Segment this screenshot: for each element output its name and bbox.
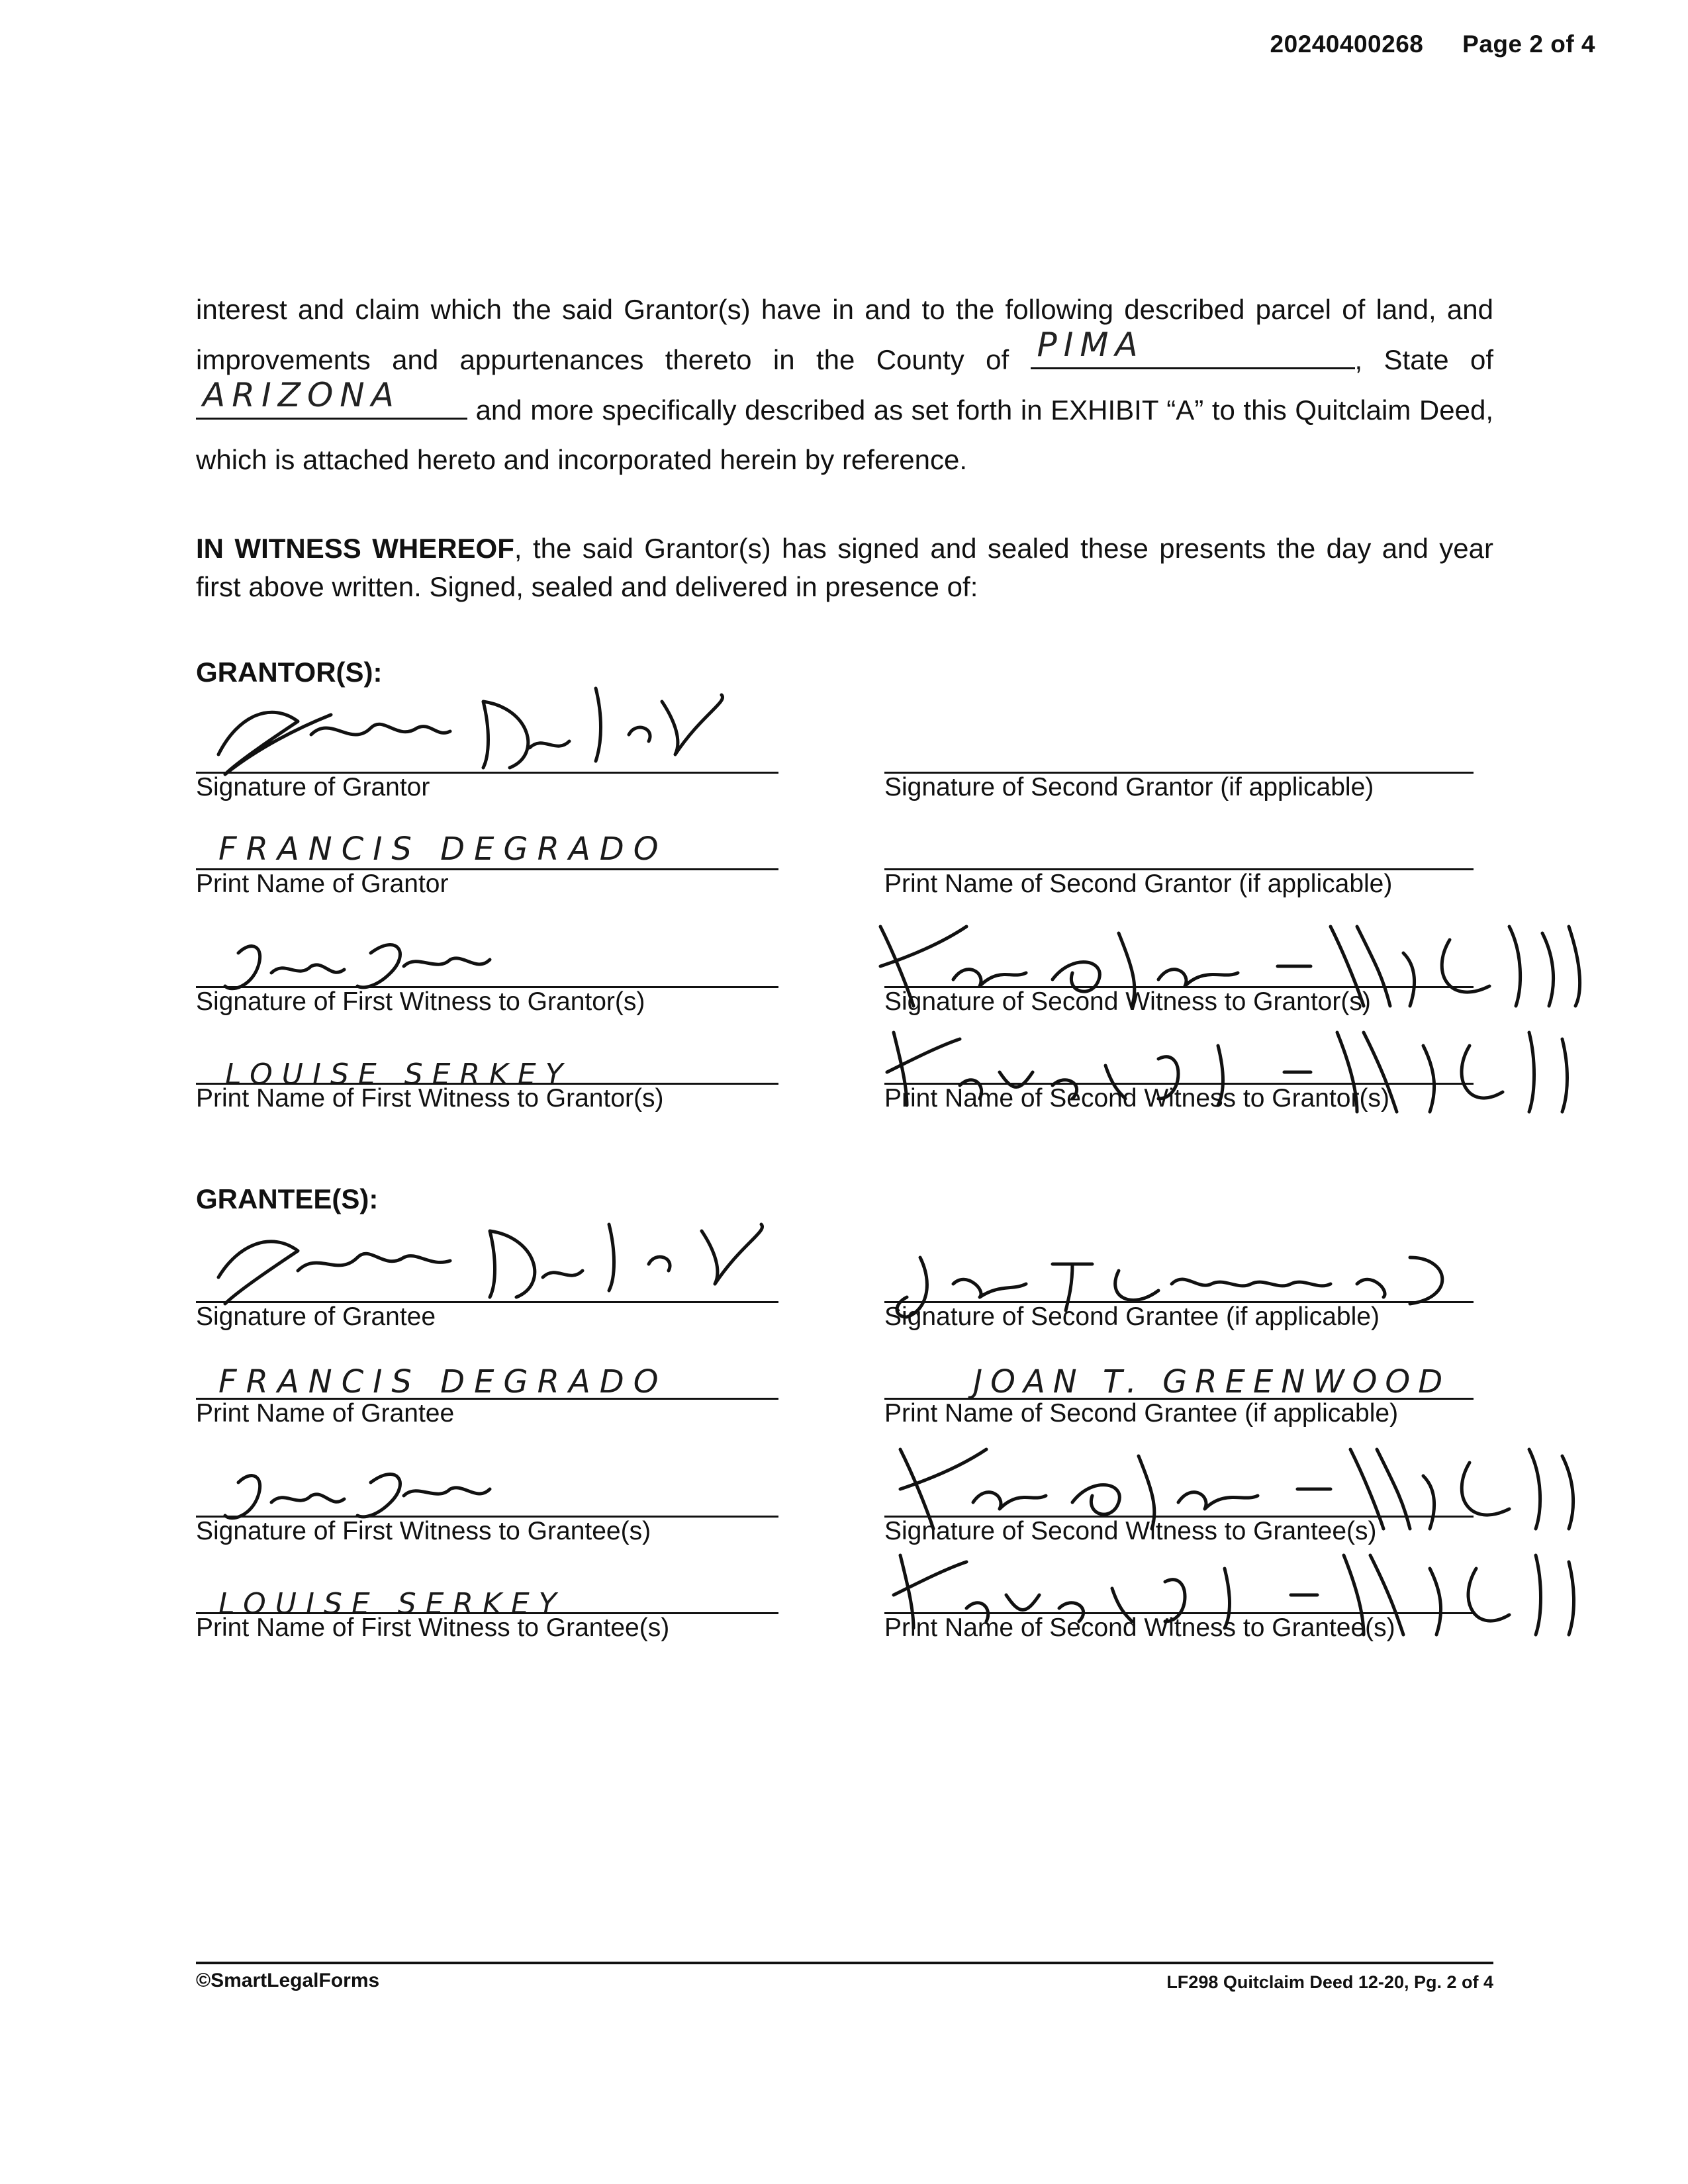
grantee-witness1-signature-caption: Signature of First Witness to Grantee(s) <box>196 1517 651 1545</box>
grantors-title: GRANTOR(S): <box>196 657 383 688</box>
footer-form-id: LF298 Quitclaim Deed 12-20, Pg. 2 of 4 <box>1166 1972 1493 1992</box>
paragraph-text: State of <box>1383 344 1494 375</box>
grantee2-signature-caption: Signature of Second Grantee (if applicable) <box>884 1302 1380 1331</box>
paragraph-text: and more specifically described as set forth in EXHIBIT “A” to this Quitclaim Deed, which is attached hereto and incorporated herein by reference. <box>196 394 1493 475</box>
footer-rule <box>196 1962 1493 1964</box>
grantee2-print-caption: Print Name of Second Grantee (if applicable) <box>884 1399 1399 1428</box>
grantee-witness2-signature-caption: Signature of Second Witness to Grantee(s) <box>884 1517 1377 1545</box>
grantee-printed-name: FRANCIS DEGRADO <box>218 1363 668 1400</box>
grantee2-printed-name: JOAN T. GREENWOOD <box>973 1363 1451 1400</box>
page-label: Page 2 of 4 <box>1462 30 1595 58</box>
county-value: PIMA <box>1037 326 1145 364</box>
state-field <box>196 376 467 420</box>
grantee-signature-caption: Signature of Grantee <box>196 1302 436 1331</box>
paragraph-text: , <box>1354 344 1363 375</box>
county-field <box>1031 326 1355 369</box>
grantee-signature <box>199 1205 794 1310</box>
paragraph-text: interest and claim which the said Grantor(s) have in and to the following described parcel of land, and improvements and appurtenances thereto in the County of <box>196 294 1493 375</box>
grantor-printed-name: FRANCIS DEGRADO <box>218 831 668 868</box>
grantor-witness1-signature-caption: Signature of First Witness to Grantor(s) <box>196 987 645 1016</box>
grantor-witness2-print-caption: Print Name of Second Witness to Grantor(s) <box>884 1084 1389 1113</box>
grantor-signature-caption: Signature of Grantor <box>196 773 430 801</box>
grantor2-signature-caption: Signature of Second Grantor (if applicable) <box>884 773 1374 801</box>
grantee-witness1-print-caption: Print Name of First Witness to Grantee(s) <box>196 1614 670 1642</box>
grantor-signature <box>199 675 741 781</box>
witness-paragraph <box>196 529 1493 606</box>
legal-description-paragraph <box>196 285 1493 484</box>
state-value: ARIZONA <box>203 376 400 414</box>
document-number: 20240400268 <box>1270 30 1424 58</box>
paragraph-text: , the said Grantor(s) has signed and sealed these presents the day and year first above written. Signed, sealed and delivered in presence of: <box>196 533 1493 602</box>
grantees-title: GRANTEE(S): <box>196 1183 379 1214</box>
grantor-witness1-printed-name: LOUISE SERKEY <box>225 1058 573 1091</box>
grantor-witness2-signature-caption: Signature of Second Witness to Grantor(s) <box>884 987 1371 1016</box>
grantor2-print-caption: Print Name of Second Grantor (if applicable) <box>884 870 1393 898</box>
grantor-print-caption: Print Name of Grantor <box>196 870 449 898</box>
witness-heading: IN WITNESS WHEREOF <box>196 533 514 564</box>
grantor-witness1-print-caption: Print Name of First Witness to Grantor(s) <box>196 1084 664 1113</box>
grantee-witness1-printed-name: LOUISE SERKEY <box>218 1587 566 1621</box>
grantee-witness2-print-caption: Print Name of Second Witness to Grantee(s) <box>884 1614 1395 1642</box>
footer-brand: ©SmartLegalForms <box>196 1970 380 1991</box>
grantee-print-caption: Print Name of Grantee <box>196 1399 455 1428</box>
recording-header <box>1270 30 1596 58</box>
